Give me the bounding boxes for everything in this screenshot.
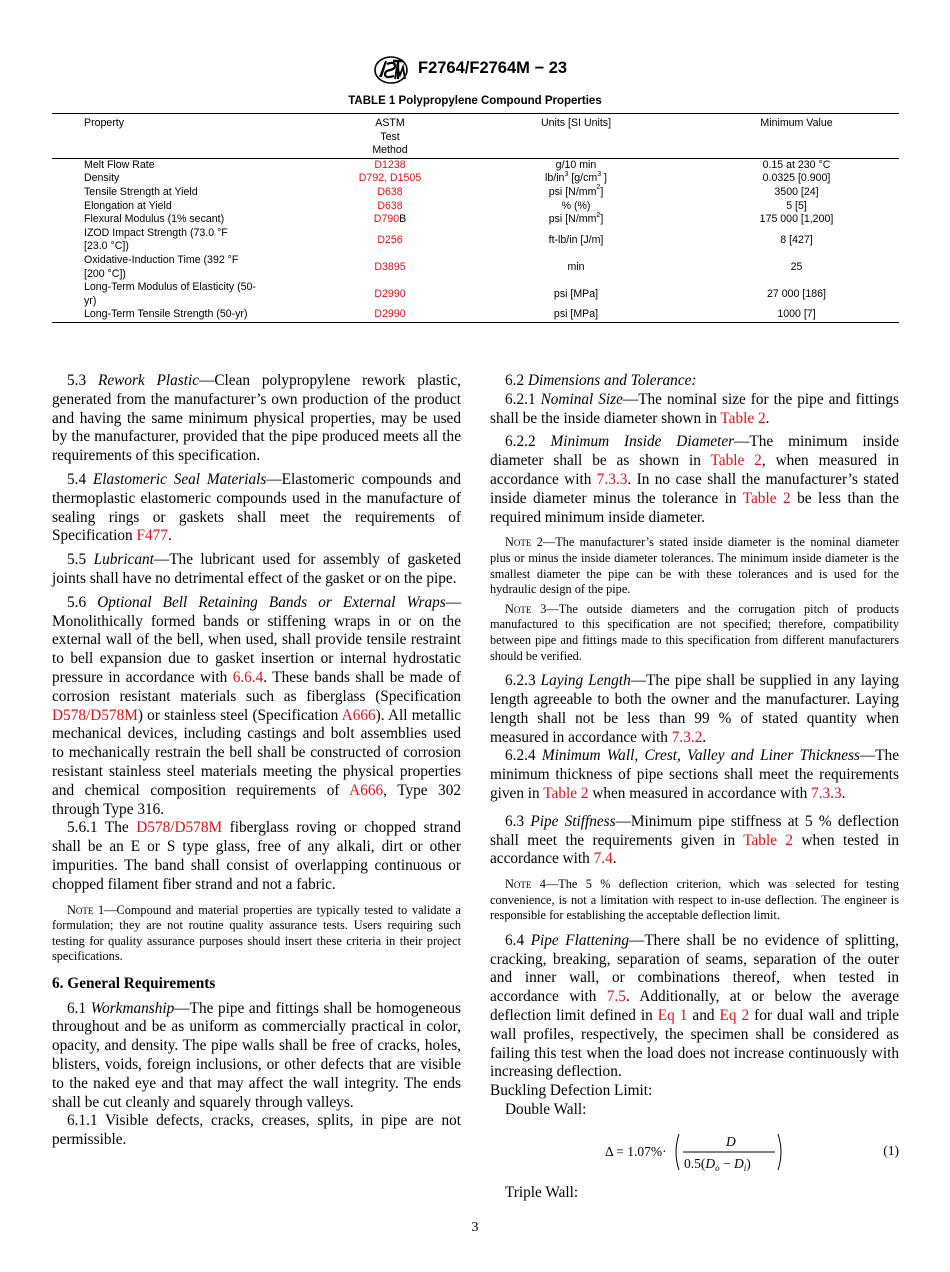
section-text: . [841,784,846,802]
standard-designation: F2764/F2764M − 23 [418,59,568,77]
section-text: —Clean polypropylene rework plastic, generated from the manufacturer’s own production of the product and having the same minimum physical properties, may be used by the manufacturer, provided that the pipe produced meets all the requirements of this specification. [52,372,461,465]
method-link[interactable]: D256 [377,233,403,246]
reference-link[interactable]: 6.6.4 [232,668,264,686]
table-row [52,186,899,200]
eq-den-paren: ) [746,1155,751,1171]
section-text: . These bands shall be made of corrosion resistant materials such as fiberglass (Specification [52,668,461,705]
section-text: . [612,850,617,868]
section-title: Laying Length [540,672,631,690]
cell-units: % (%) [561,199,591,212]
table-title: TABLE 1 Polypropylene Compound Properties [348,95,602,107]
table-row [52,254,899,281]
section-title: Workmanship [90,999,175,1017]
reference-link[interactable]: 7.5 [606,988,626,1006]
section-number: 5.6 [67,593,87,611]
method-link[interactable]: D3895 [374,260,406,273]
column-header-method-line: Test [380,130,400,143]
note-3 [490,602,899,664]
note-label: Note [505,535,532,550]
reference-link[interactable]: 7.3.3 [811,784,842,802]
table-row [52,200,899,214]
section-number: 6.2.1 [505,390,536,408]
section-6-2-1 [490,391,899,429]
section-title: Pipe Stiffness [530,812,616,830]
section-number: 6.2.3 [505,672,536,690]
eq-right-paren [778,1134,781,1170]
equation-1-formula [605,1128,785,1176]
buckling-label: Buckling Defection Limit: [490,1082,653,1100]
cell-property: IZOD Impact Strength (73.0 °F [23.0 °C]) [84,226,228,253]
column-header-method-line: Method [372,144,408,157]
section-6-3 [490,813,899,869]
section-6-2-3 [490,672,899,747]
section-number: 6.4 [505,931,525,949]
section-number: 5.3 [67,372,87,389]
reference-link[interactable]: Table 2 [543,784,589,802]
section-number: 5.5 [67,551,87,569]
section-number: 6.2.4 [505,747,536,765]
section-text: and [687,1007,720,1025]
section-6-4 [490,932,899,1082]
cell-value: 3500 [24] [774,185,819,198]
cell-property: Elongation at Yield [84,199,172,212]
section-text: . [702,728,707,746]
astm-logo-icon [373,55,409,85]
page-number: 3 [471,1220,479,1235]
note-2 [490,535,899,597]
section-text: . [167,527,172,545]
reference-link[interactable]: F477 [136,527,168,545]
section-number: 5.6.1 [67,819,98,837]
units-sup: 2 [596,211,601,219]
section-number: 5.4 [67,470,87,488]
section-text: —The nominal size for the pipe and fittings shall be the inside diameter shown in [490,390,899,427]
method-link[interactable]: D1238 [374,158,406,171]
section-text: —Monolithically formed bands or stiffening wraps in or on the external wall of the bell, when used, shall provide tensile restraint to bell expansion due to gasket insertion or internal hydrostatic pressure in accordance with [52,593,461,686]
method-suffix: B [399,213,407,226]
method-link[interactable]: D2990 [374,308,406,321]
section-number: 6.3 [505,812,525,830]
units-sup: 3 [564,170,569,178]
column-header-minimum: Minimum Value [760,117,833,129]
section-text: be less than the required minimum inside diameter. [490,489,899,526]
section-number: 6.2.2 [505,433,536,451]
reference-link[interactable]: Table 2 [742,489,791,507]
method-link[interactable]: D2990 [374,287,406,300]
reference-link[interactable]: D578/D578M [52,706,138,724]
cell-property: Long-Term Tensile Strength (50-yr) [84,308,248,321]
section-title: Lubricant [93,551,154,569]
note-label: Note [505,877,532,892]
method-link[interactable]: D638 [377,185,403,198]
section-5-5 [52,551,461,589]
units-text: lb/in [545,172,565,185]
section-text: —The pipe shall be supplied in any laying length agreeable to both the owner and the manufacturer. Laying length shall not be less than 99 % of stated quantity when measured in accordance with [490,672,900,746]
section-title: Elastomeric Seal Materials [92,470,267,488]
section-heading-6: 6. General Requirements [52,974,216,992]
eq-den-part: − [719,1155,734,1171]
section-text: fiberglass roving or chopped strand shall be an E or S type glass, free of any alkali, dirt or other impurities. The band shall consist of overlapping continuous or chopped filament fiber strand and not a fabric. [52,819,461,893]
cell-value: 175 000 [1,200] [759,213,834,226]
section-6-2 [490,372,899,391]
reference-link[interactable]: Table 2 [720,409,766,427]
note-label: Note [67,902,94,917]
units-text: psi [N/mm [548,213,597,226]
section-text: —Minimum pipe stiffness at 5 % deflection shall meet the requirements given in [490,812,899,849]
cell-property: Melt Flow Rate [84,158,155,171]
eq-den-part: D [734,1155,744,1171]
note-text: —The manufacturer’s stated inside diameter is the nominal diameter plus or minus the inside diameter tolerances. The minimum inside diameter is the smallest diameter the pipe can be with these tolerances and is used for the hydraulic design of the pipe. [490,535,899,597]
note-text: —The outside diameters and the corrugation pitch of products manufactured to this specification are not specified; therefore, compatibility between pipe and fittings made to this specification from different manufacturers should be verified. [490,601,899,663]
units-sup: 2 [596,184,601,192]
section-text: . Additionally, at or below the average deflection limit defined in [490,988,899,1025]
section-text: . In no case shall the manufacturer’s stated inside diameter minus the tolerance in [490,470,899,507]
eq-den-part: 0.5 [684,1155,701,1171]
eq-left-paren [676,1134,679,1170]
eq-den-part: D [705,1155,716,1171]
table-row [52,308,899,322]
table-row [52,281,899,308]
note-label: Note [505,601,532,616]
section-5-3 [52,372,461,466]
units-text: ] [601,172,607,185]
section-title: Minimum Wall, Crest, Valley and Liner Thickness [541,747,860,765]
table-row [52,213,899,227]
cell-value: 27 000 [186] [767,287,826,300]
note-number: 4 [531,877,546,892]
method-link[interactable]: D790 [373,213,400,226]
section-number: 6.1.1 [67,1112,98,1130]
cell-units: min [567,260,585,273]
eq-den-paren: ( [700,1155,706,1171]
section-6-1 [52,1000,461,1113]
note-text: —The 5 % deflection criterion, which was selected for testing convenience, is not a limitation with respect to in-use deflection. The engineer is responsible for establishing the acceptable deflection limit. [490,877,899,923]
section-text: —There shall be no evidence of splitting, cracking, breaking, separation of seams, separation of the outer and inner wall, or combinations thereof, when tested in accordance with [490,931,899,1006]
section-number: 6.2 [505,372,525,389]
eq-den-sub: o [715,1162,720,1173]
cell-value: 0.15 at 230 °C [762,158,831,171]
column-header-units: Units [SI Units] [540,117,612,129]
cell-value: 5 [5] [786,199,807,212]
reference-link[interactable]: 7.4 [593,850,613,868]
section-text: —The minimum thickness of pipe sections shall meet the requirements given in [490,747,899,802]
section-text: The [97,819,137,837]
page-header [0,55,950,85]
table-header-row [52,114,899,159]
cell-units: psi [MPa] [553,287,599,300]
section-title: Pipe Flattening [530,931,630,949]
section-text: ) or stainless steel (Specification [137,706,342,724]
cell-property: Density [84,172,120,185]
reference-link[interactable]: 7.3.3 [596,470,628,488]
cell-value: 25 [790,260,803,273]
note-text: —Compound and material properties are typically tested to validate a formulation; they are not routine quality assurance tests. Users requiring such testing for quality assurance purposes should insert these criteria in their project specifications. [52,902,461,964]
triple-wall-label: Triple Wall: [505,1183,579,1201]
cell-property: Long-Term Modulus of Elasticity (50- yr) [84,281,256,307]
note-number: 1 [93,902,105,917]
note-number: 2 [531,535,543,550]
section-text: —The pipe and fittings shall be homogeneous throughout and be as uniform as commercially practical in color, opacity, and density. The pipe walls shall be free of cracks, holes, blisters, voids, foreign inclusions, or other defects that are visible to the naked eye and that may affect the wall integrity. The ends shall be cut cleanly and squarely through valleys. [52,999,461,1111]
reference-link[interactable]: Eq 1 [657,1007,688,1025]
cell-method [322,213,458,227]
units-text: psi [N/mm [548,185,597,198]
reference-link[interactable]: D578/D578M [136,819,223,837]
equation-1 [490,1124,899,1176]
units-text: ] [600,213,604,226]
section-text: , when measured in accordance with [490,452,899,488]
cell-value: 8 [427] [780,233,813,246]
section-text: —The lubricant used for assembly of gasketed joints shall have no detrimental effect of the gasket or on the pipe. [52,551,461,587]
reference-link[interactable]: Eq 2 [719,1007,750,1025]
note-number: 3 [531,601,547,616]
units-text: ] [600,185,604,198]
cell-value: 1000 [7] [777,308,816,321]
reference-link[interactable]: Table 2 [710,452,762,470]
section-title: Optional Bell Retaining Bands or External Wraps [97,593,446,611]
note-4 [490,877,899,924]
section-text: . [765,409,770,427]
section-text: Visible defects, cracks, creases, splits, in pipe are not permissible. [52,1112,461,1149]
double-wall-label: Double Wall: [505,1101,587,1119]
eq-lhs: Δ = 1.07%· [605,1143,667,1159]
column-header-method-line: ASTM [375,117,405,129]
units-text: [g/cm [568,172,598,185]
section-5-4 [52,471,461,546]
method-link[interactable]: D792, D1505 [358,172,422,185]
right-column [490,372,899,1203]
section-5-6 [52,594,461,820]
properties-table [52,113,899,323]
reference-link[interactable]: Table 2 [743,831,794,849]
eq-denominator [684,1156,751,1173]
section-text: —The minimum inside diameter shall be as shown in [490,433,899,470]
section-title: Dimensions and Tolerance: [527,372,697,389]
reference-link[interactable]: A666 [349,781,384,799]
cell-value: 0.0325 [0.900] [762,172,831,185]
section-text: —Elastomeric compounds and thermoplastic elastomeric compounds used in the manufacture of sealing rings or gaskets shall meet the requirements of Specification [52,470,461,545]
equation-number: (1) [883,1142,899,1158]
units-sup: 3 [597,170,602,178]
section-text: when measured in accordance with [588,784,812,802]
section-6-2-4 [490,747,899,803]
method-link[interactable]: D638 [377,199,403,212]
section-text: for dual wall and triple wall profiles, respectively, the specimen shall be considered as failing this test when the load does not increase continuously with increasing deflection. [490,1007,899,1081]
eq-numerator: D [726,1133,736,1149]
table-row [52,227,899,254]
cell-units [458,186,694,200]
eq-den-sub: i [743,1162,747,1173]
cell-units [458,213,694,227]
column-header-property: Property [84,117,125,129]
section-text: when tested in accordance with [490,831,899,868]
table-row [52,158,899,172]
section-title: Rework Plastic [97,372,200,389]
cell-property: Oxidative-Induction Time (392 °F [200 °C]) [84,253,239,280]
left-column [52,372,461,1155]
section-6-2-2 [490,433,899,527]
cell-property: Tensile Strength at Yield [84,185,198,198]
section-text: ). All metallic mechanical devices, including castings and bolt assemblies used to mechanically restrain the bell shall be constructed of corrosion resistant stainless steel materials meeting the physical properties and chemical composition requirements of [52,706,462,799]
section-title: Nominal Size [540,390,623,408]
section-text: , Type 302 through Type 316. [52,781,461,818]
cell-units: ft-lb/in [J/m] [548,233,604,246]
note-1 [52,903,461,965]
reference-link[interactable]: A666 [341,706,376,724]
cell-property: Flexural Modulus (1% secant) [84,213,225,226]
section-5-6-1 [52,819,461,894]
cell-units: g/10 min [555,158,597,171]
section-number: 6.1 [67,999,87,1017]
column-header-method [322,114,458,159]
cell-units: psi [MPa] [553,308,599,321]
table-row [52,172,899,186]
cell-units [458,172,694,186]
section-6-1-1 [52,1112,461,1150]
section-title: Minimum Inside Diameter [550,433,735,451]
reference-link[interactable]: 7.3.2 [671,728,703,746]
